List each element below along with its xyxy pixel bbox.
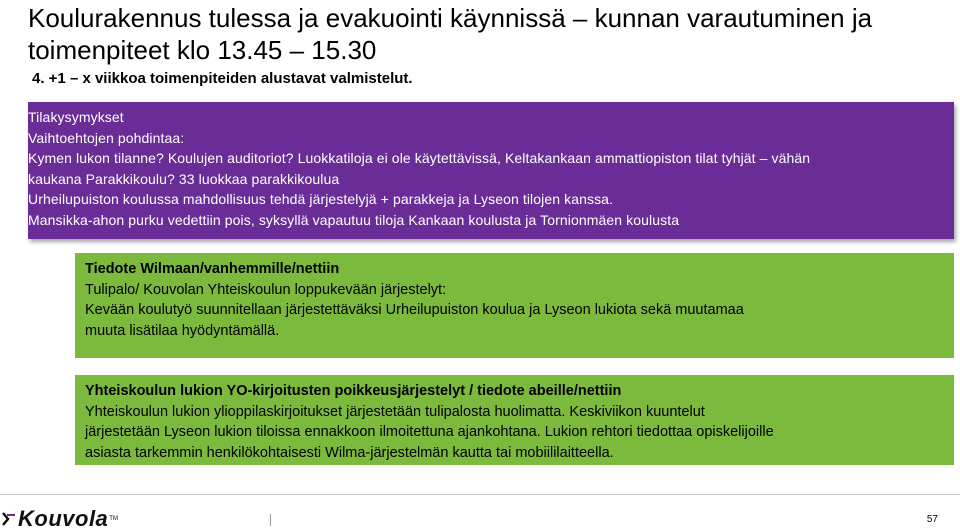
green-box-line: järjestetään Lyseon lukion tiloissa ennakkoon ilmoitettuna ajankohtana. Lukion rehtori tiedottaa opiskelijoille (85, 424, 774, 440)
footer-separator (270, 514, 271, 526)
green-box-line: Kevään koulutyö suunnitellaan järjestettäväksi Urheilupuiston koulua ja Lyseon lukiota sekä muutamaa (85, 302, 744, 318)
purple-line: Vaihtoehtojen pohdintaa: (28, 129, 185, 146)
logo-trademark: TM (109, 516, 118, 522)
kouvola-logo-mark-icon (2, 512, 16, 526)
logo-text: Kouvola (18, 506, 109, 531)
page-number: 57 (926, 514, 938, 525)
green-box-line: Yhteiskoulun lukion ylioppilaskirjoitukset järjestetään tulipalosta huolimatta. Keskiviikon kuuntelut (85, 403, 705, 420)
footer-divider (0, 494, 960, 495)
purple-content-box (28, 102, 954, 239)
purple-line: Tilakysymykset (28, 109, 124, 125)
slide-subtitle: 4. +1 – x viikkoa toimenpiteiden alustavat valmistelut. (32, 70, 413, 87)
purple-line: Kymen lukon tilanne? Koulujen auditoriot? Luokkatiloja ei ole käytettävissä, Keltakankaan ammattiopiston tilat tyhjät – vähän (28, 150, 811, 166)
green-box-line: Tulipalo/ Kouvolan Yhteiskoulun loppukevään järjestelyt: (85, 281, 447, 298)
green-box-heading: Tiedote Wilmaan/vanhemmille/nettiin (85, 261, 340, 277)
green-box-wilma-notice (75, 253, 954, 358)
green-box-line: asiasta tarkemmin henkilökohtaisesti Wilma-järjestelmän kautta tai mobiililaitteella. (85, 444, 614, 461)
purple-line: kaukana Parakkikoulu? 33 luokkaa parakkikoulua (28, 170, 340, 187)
green-box-yo-exams (75, 375, 954, 465)
slide-title: Koulurakennus tulessa ja evakuointi käynnissä – kunnan varautuminen ja toimenpiteet klo 13.45 – 15.30 (28, 3, 873, 65)
green-box-line: muuta lisätilaa hyödyntämällä. (85, 322, 280, 339)
purple-line: Mansikka-ahon purku vedettiin pois, syksyllä vapautuu tiloja Kankaan koulusta ja Tornionmäen koulusta (28, 211, 680, 228)
green-box-heading: Yhteiskoulun lukion YO-kirjoitusten poikkeusjärjestelyt / tiedote abeille/nettiin (85, 383, 622, 399)
purple-line: Urheilupuiston koulussa mahdollisuus tehdä järjestelyjä + parakkeja ja Lyseon tilojen kanssa. (28, 191, 614, 207)
kouvola-logo (2, 506, 118, 532)
